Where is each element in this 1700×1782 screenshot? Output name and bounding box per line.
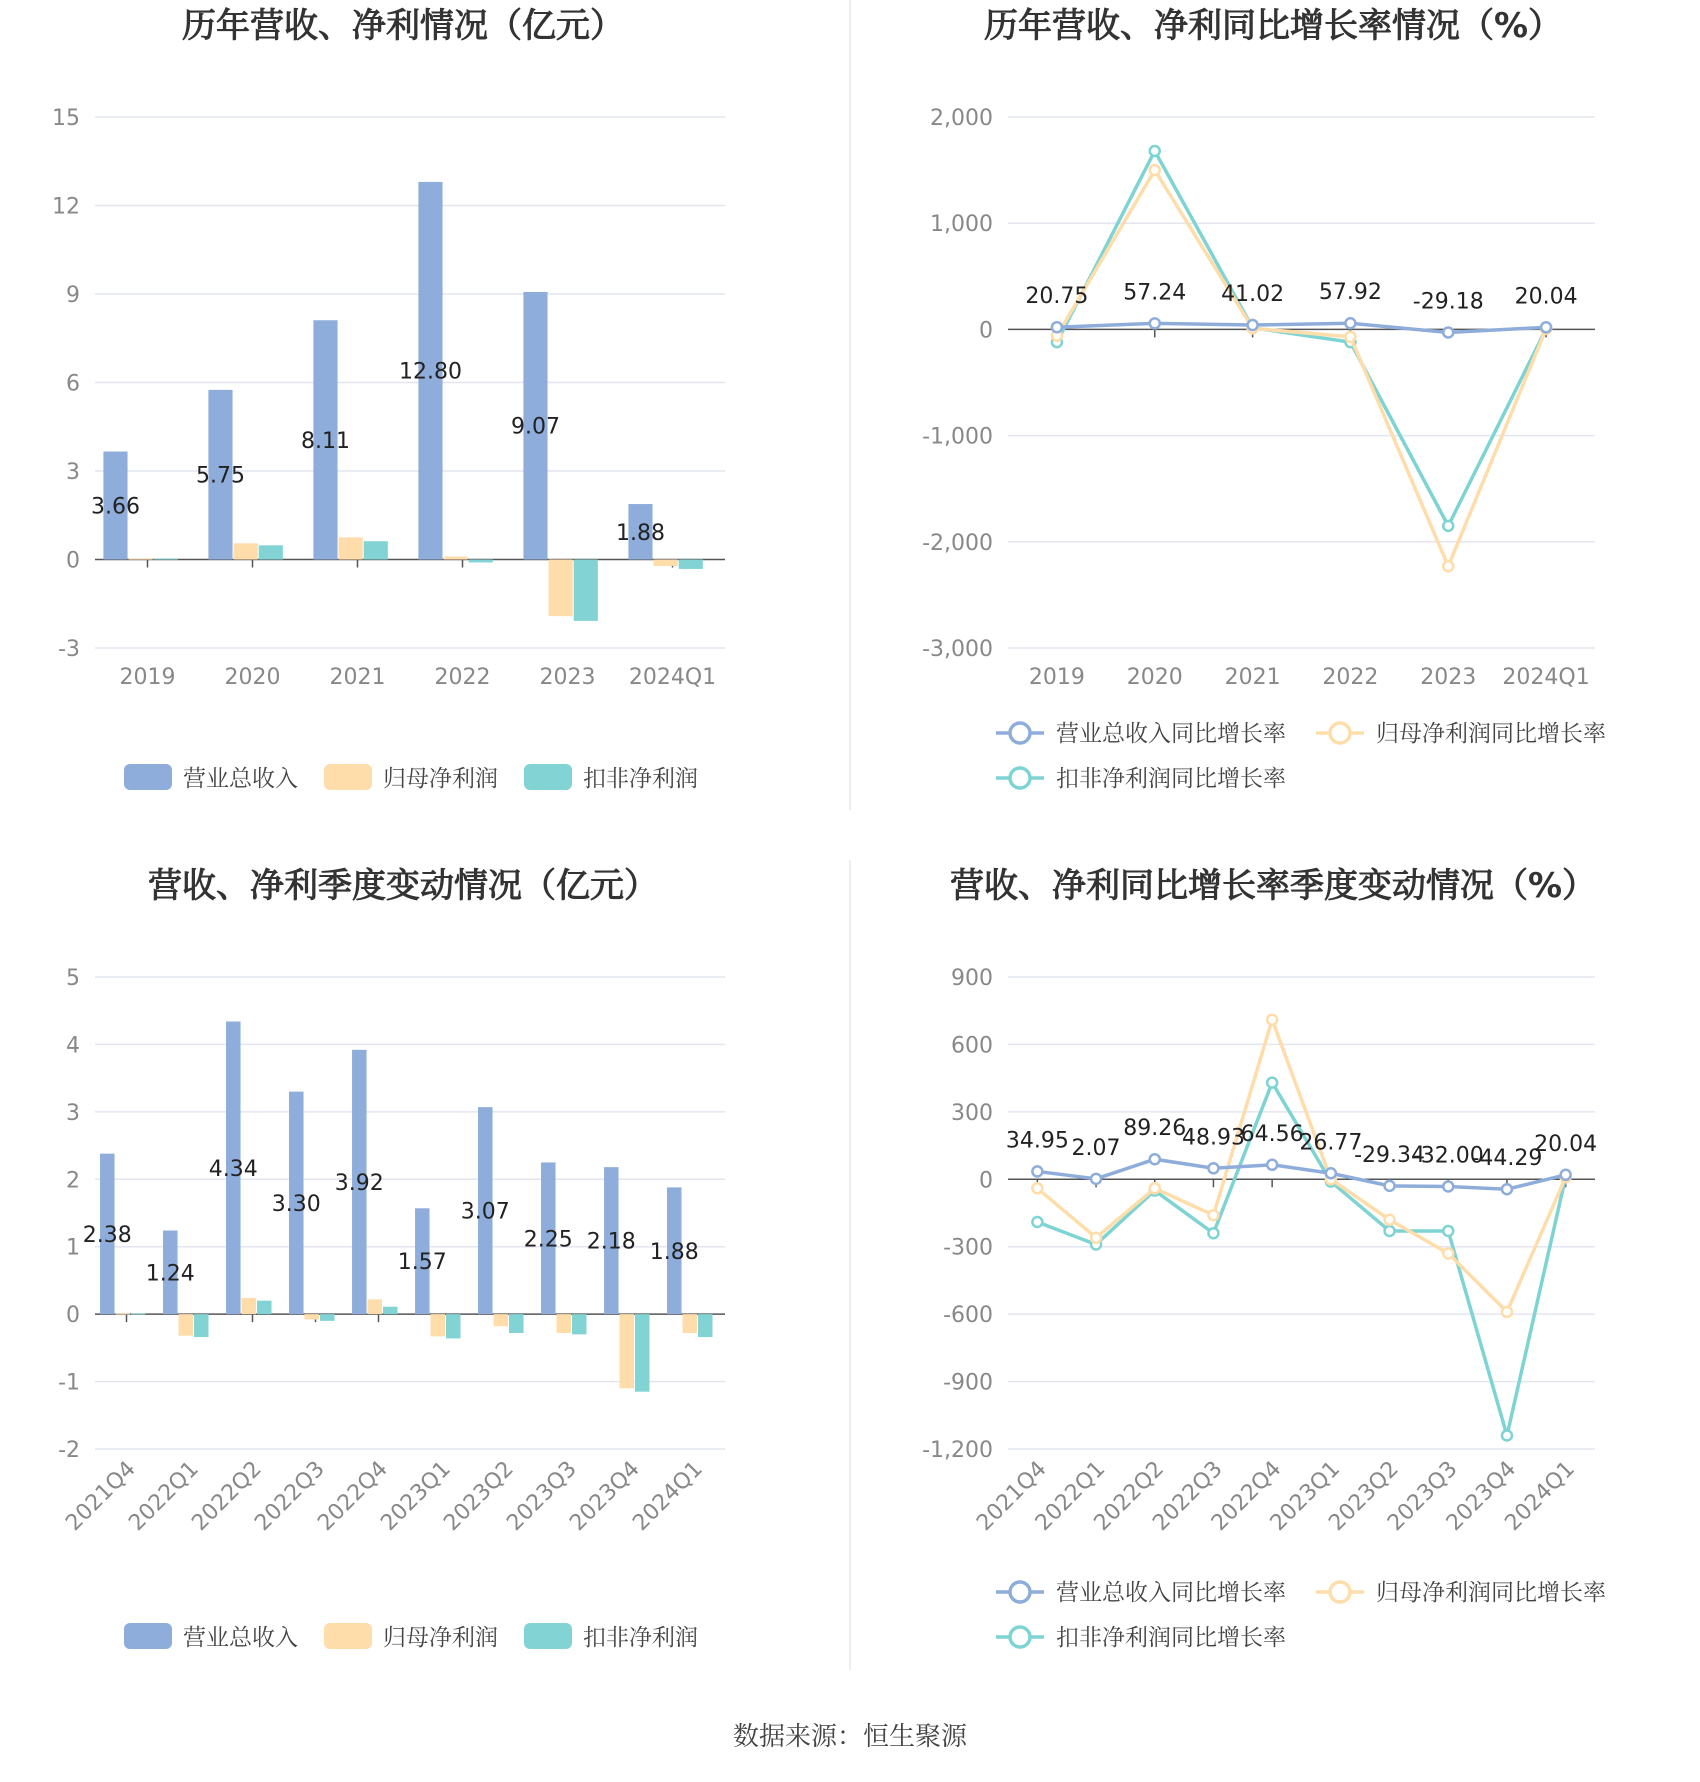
- bar-net-profit: [129, 559, 153, 560]
- x-tick-label: 2023Q1: [1265, 1456, 1346, 1536]
- bar-value-label: 3.92: [334, 1170, 384, 1196]
- chart-annual-values: [52, 6, 725, 792]
- bar-deducted: [635, 1314, 649, 1392]
- point-value-label: 20.04: [1514, 284, 1578, 310]
- bar-value-label: 12.80: [398, 359, 462, 385]
- bar-net-profit: [368, 1299, 382, 1314]
- legend-label: 扣非净利润同比增长率: [1056, 766, 1286, 792]
- series-point: [1150, 318, 1160, 328]
- bar-deducted: [574, 560, 598, 621]
- series-point: [1345, 318, 1355, 328]
- point-value-label: 89.26: [1123, 1116, 1187, 1142]
- legend-label: 营业总收入同比增长率: [1056, 1580, 1286, 1606]
- legend-label: 营业总收入: [183, 1625, 298, 1651]
- y-tick-label: -3: [58, 637, 80, 662]
- bar-net-profit: [305, 1314, 319, 1319]
- x-tick-label: 2023Q2: [439, 1456, 519, 1536]
- bar-deducted: [154, 559, 178, 560]
- chart-annual-growth: [922, 6, 1606, 792]
- point-value-label: -32.00: [1412, 1143, 1484, 1169]
- point-value-label: 34.95: [1005, 1128, 1069, 1154]
- bar-deducted: [679, 560, 703, 569]
- bar-value-label: 2.25: [523, 1227, 573, 1253]
- series-point: [1502, 1431, 1512, 1441]
- point-value-label: -29.34: [1354, 1142, 1426, 1168]
- x-tick-label: 2021: [1224, 665, 1281, 690]
- series-point: [1208, 1228, 1218, 1238]
- y-tick-label: -1: [58, 1370, 80, 1396]
- x-tick-label: 2020: [224, 665, 281, 690]
- bar-value-label: 5.75: [195, 463, 245, 489]
- series-point: [1443, 1248, 1453, 1258]
- series-point: [1052, 322, 1062, 332]
- legend-marker: [1010, 723, 1030, 743]
- series-point: [1345, 332, 1355, 342]
- bar-net-profit: [683, 1314, 697, 1333]
- bar-value-label: 9.07: [510, 414, 560, 440]
- bar-value-label: 3.66: [90, 494, 140, 520]
- bar-net-profit: [494, 1314, 508, 1326]
- x-tick-label: 2024Q1: [628, 665, 717, 690]
- y-tick-label: 12: [52, 194, 80, 220]
- series-point: [1443, 1226, 1453, 1236]
- bar-net-profit: [557, 1314, 571, 1333]
- legend-marker: [1330, 1582, 1350, 1602]
- legend-swatch: [124, 764, 172, 790]
- y-tick-label: 300: [951, 1100, 993, 1126]
- y-tick-label: 15: [52, 106, 80, 131]
- y-tick-label: 1: [66, 1235, 80, 1261]
- y-tick-label: 5: [66, 966, 80, 991]
- x-tick-label: 2022: [1322, 665, 1379, 690]
- y-tick-label: -2: [58, 1438, 80, 1463]
- bar-deducted: [572, 1314, 586, 1334]
- y-tick-label: -3,000: [922, 637, 993, 662]
- x-tick-label: 2023Q1: [376, 1456, 456, 1536]
- x-tick-label: 2021Q4: [61, 1456, 141, 1536]
- legend-label: 营业总收入: [183, 766, 298, 792]
- series-point: [1150, 1154, 1160, 1164]
- bar-deducted: [257, 1301, 271, 1314]
- x-tick-label: 2022Q2: [187, 1456, 267, 1536]
- x-tick-label: 2023Q4: [1441, 1456, 1522, 1536]
- legend-label: 归母净利润: [383, 1625, 498, 1651]
- bar-deducted: [698, 1314, 712, 1337]
- series-point: [1326, 1168, 1336, 1178]
- x-tick-label: 2022Q4: [1206, 1456, 1287, 1536]
- bar-net-profit: [444, 557, 468, 560]
- x-tick-label: 2022Q3: [250, 1456, 330, 1536]
- y-tick-label: 900: [951, 966, 993, 991]
- series-point: [1150, 1183, 1160, 1193]
- bar-net-profit: [549, 560, 573, 617]
- series-point: [1032, 1217, 1042, 1227]
- y-tick-label: 3: [66, 1100, 80, 1126]
- legend-label: 扣非净利润: [583, 766, 698, 792]
- bar-deducted: [446, 1314, 460, 1338]
- series-point: [1032, 1183, 1042, 1193]
- chart-title: 营收、净利同比增长率季度变动情况（%）: [949, 866, 1597, 906]
- series-point: [1208, 1163, 1218, 1173]
- bar-deducted: [469, 560, 493, 563]
- point-value-label: 57.24: [1123, 280, 1187, 306]
- legend-marker: [1010, 768, 1030, 788]
- bar-value-label: 2.38: [82, 1222, 132, 1248]
- series-line-deducted: [1057, 151, 1546, 526]
- source-note: 数据来源：恒生聚源: [732, 1722, 968, 1752]
- series-line-net-profit: [1057, 170, 1546, 566]
- series-point: [1541, 322, 1551, 332]
- legend-marker: [1010, 1627, 1030, 1647]
- series-point: [1248, 320, 1258, 330]
- x-tick-label: 2023: [1420, 665, 1477, 690]
- point-value-label: 2.07: [1071, 1135, 1121, 1161]
- series-point: [1561, 1170, 1571, 1180]
- bar-net-profit: [339, 537, 363, 559]
- legend-swatch: [124, 1623, 172, 1649]
- y-tick-label: 2: [66, 1168, 80, 1194]
- point-value-label: -44.29: [1471, 1146, 1543, 1172]
- bar-value-label: 1.88: [615, 520, 665, 546]
- legend-label: 归母净利润同比增长率: [1376, 721, 1606, 747]
- bar-value-label: 1.24: [145, 1261, 195, 1287]
- legend-label: 归母净利润同比增长率: [1376, 1580, 1606, 1606]
- legend-label: 营业总收入同比增长率: [1056, 721, 1286, 747]
- y-tick-label: 0: [66, 1303, 80, 1329]
- x-tick-label: 2023Q4: [565, 1456, 645, 1536]
- bar-deducted: [131, 1313, 145, 1314]
- legend-label: 归母净利润: [383, 766, 498, 792]
- series-point: [1150, 146, 1160, 156]
- x-tick-label: 2022Q1: [1030, 1456, 1111, 1536]
- legend-marker: [1330, 723, 1350, 743]
- legend-label: 扣非净利润: [583, 1625, 698, 1651]
- y-tick-label: -900: [943, 1370, 993, 1396]
- point-value-label: -29.18: [1412, 289, 1484, 315]
- series-point: [1091, 1174, 1101, 1184]
- y-tick-label: -1,200: [922, 1438, 993, 1463]
- y-tick-label: -300: [943, 1235, 993, 1261]
- x-tick-label: 2024Q1: [1502, 665, 1590, 690]
- series-point: [1032, 1166, 1042, 1176]
- bar-net-profit: [654, 560, 678, 566]
- chart-title: 营收、净利季度变动情况（亿元）: [148, 866, 658, 906]
- x-tick-label: 2019: [1028, 665, 1085, 690]
- bar-deducted: [320, 1314, 334, 1321]
- bar-net-profit: [234, 543, 258, 559]
- bar-value-label: 8.11: [300, 428, 350, 454]
- legend-swatch: [324, 1623, 372, 1649]
- x-tick-label: 2020: [1126, 665, 1183, 690]
- series-point: [1502, 1184, 1512, 1194]
- x-tick-label: 2023Q3: [1383, 1456, 1463, 1536]
- series-point: [1443, 327, 1453, 337]
- bar-net-profit: [431, 1314, 445, 1336]
- x-tick-label: 2022Q2: [1089, 1456, 1169, 1536]
- bar-value-label: 3.30: [271, 1191, 321, 1217]
- series-point: [1267, 1160, 1277, 1170]
- series-point: [1267, 1015, 1277, 1025]
- y-tick-label: 4: [66, 1033, 80, 1059]
- point-value-label: 48.93: [1181, 1125, 1245, 1151]
- bar-value-label: 1.57: [397, 1250, 447, 1276]
- bar-value-label: 3.07: [460, 1199, 510, 1225]
- x-tick-label: 2021: [329, 665, 386, 690]
- series-point: [1385, 1181, 1395, 1191]
- point-value-label: 26.77: [1299, 1130, 1363, 1156]
- bar-net-profit: [116, 1313, 130, 1314]
- x-tick-label: 2022Q4: [313, 1456, 393, 1536]
- y-tick-label: 0: [66, 548, 80, 574]
- bar-net-profit: [242, 1298, 256, 1314]
- x-tick-label: 2019: [119, 665, 176, 690]
- series-point: [1385, 1215, 1395, 1225]
- y-tick-label: -2,000: [922, 530, 993, 556]
- y-tick-label: 3: [66, 460, 80, 485]
- series-point: [1443, 521, 1453, 531]
- x-tick-label: 2022Q3: [1148, 1456, 1228, 1536]
- bar-deducted: [509, 1314, 523, 1333]
- y-tick-label: 1,000: [930, 212, 993, 238]
- y-tick-label: -600: [943, 1303, 993, 1329]
- chart-quarterly-values: [58, 866, 725, 1651]
- y-tick-label: 0: [979, 318, 993, 344]
- bar-net-profit: [620, 1314, 634, 1388]
- x-tick-label: 2022: [434, 665, 491, 690]
- x-tick-label: 2024Q1: [628, 1456, 708, 1536]
- y-tick-label: 0: [979, 1168, 993, 1194]
- legend-label: 扣非净利润同比增长率: [1056, 1625, 1286, 1651]
- legend-marker: [1010, 1582, 1030, 1602]
- y-tick-label: 2,000: [930, 106, 993, 131]
- bar-deducted: [364, 541, 388, 559]
- y-tick-label: -1,000: [922, 424, 993, 450]
- series-point: [1385, 1226, 1395, 1236]
- point-value-label: 57.92: [1318, 280, 1382, 306]
- x-tick-label: 2024Q1: [1500, 1456, 1580, 1536]
- x-tick-label: 2023Q3: [502, 1456, 582, 1536]
- series-point: [1443, 1181, 1453, 1191]
- bar-deducted: [383, 1307, 397, 1314]
- series-point: [1443, 561, 1453, 571]
- y-tick-label: 9: [66, 283, 80, 308]
- bar-deducted: [194, 1314, 208, 1337]
- legend-swatch: [524, 764, 572, 790]
- bar-deducted: [259, 545, 283, 559]
- x-tick-label: 2023: [539, 665, 596, 690]
- series-point: [1267, 1078, 1277, 1088]
- y-tick-label: 6: [66, 371, 80, 397]
- legend-swatch: [524, 1623, 572, 1649]
- point-value-label: 20.04: [1534, 1131, 1598, 1157]
- bar-net-profit: [179, 1314, 193, 1336]
- series-point: [1502, 1307, 1512, 1317]
- chart-title: 历年营收、净利情况（亿元）: [182, 6, 624, 46]
- chart-title: 历年营收、净利同比增长率情况（%）: [983, 6, 1563, 46]
- x-tick-label: 2021Q4: [972, 1456, 1052, 1536]
- bar-value-label: 2.18: [586, 1229, 636, 1255]
- bar-value-label: 4.34: [208, 1156, 258, 1182]
- x-tick-label: 2023Q2: [1324, 1456, 1404, 1536]
- chart-quarterly-growth: [922, 866, 1606, 1651]
- legend-swatch: [324, 764, 372, 790]
- series-point: [1150, 165, 1160, 175]
- series-point: [1208, 1210, 1218, 1220]
- point-value-label: 20.75: [1025, 284, 1089, 310]
- point-value-label: 41.02: [1221, 282, 1285, 308]
- x-tick-label: 2022Q1: [124, 1456, 204, 1536]
- y-tick-label: 600: [951, 1033, 993, 1059]
- bar-value-label: 1.88: [649, 1239, 699, 1265]
- series-point: [1091, 1233, 1101, 1243]
- point-value-label: 64.56: [1240, 1121, 1304, 1147]
